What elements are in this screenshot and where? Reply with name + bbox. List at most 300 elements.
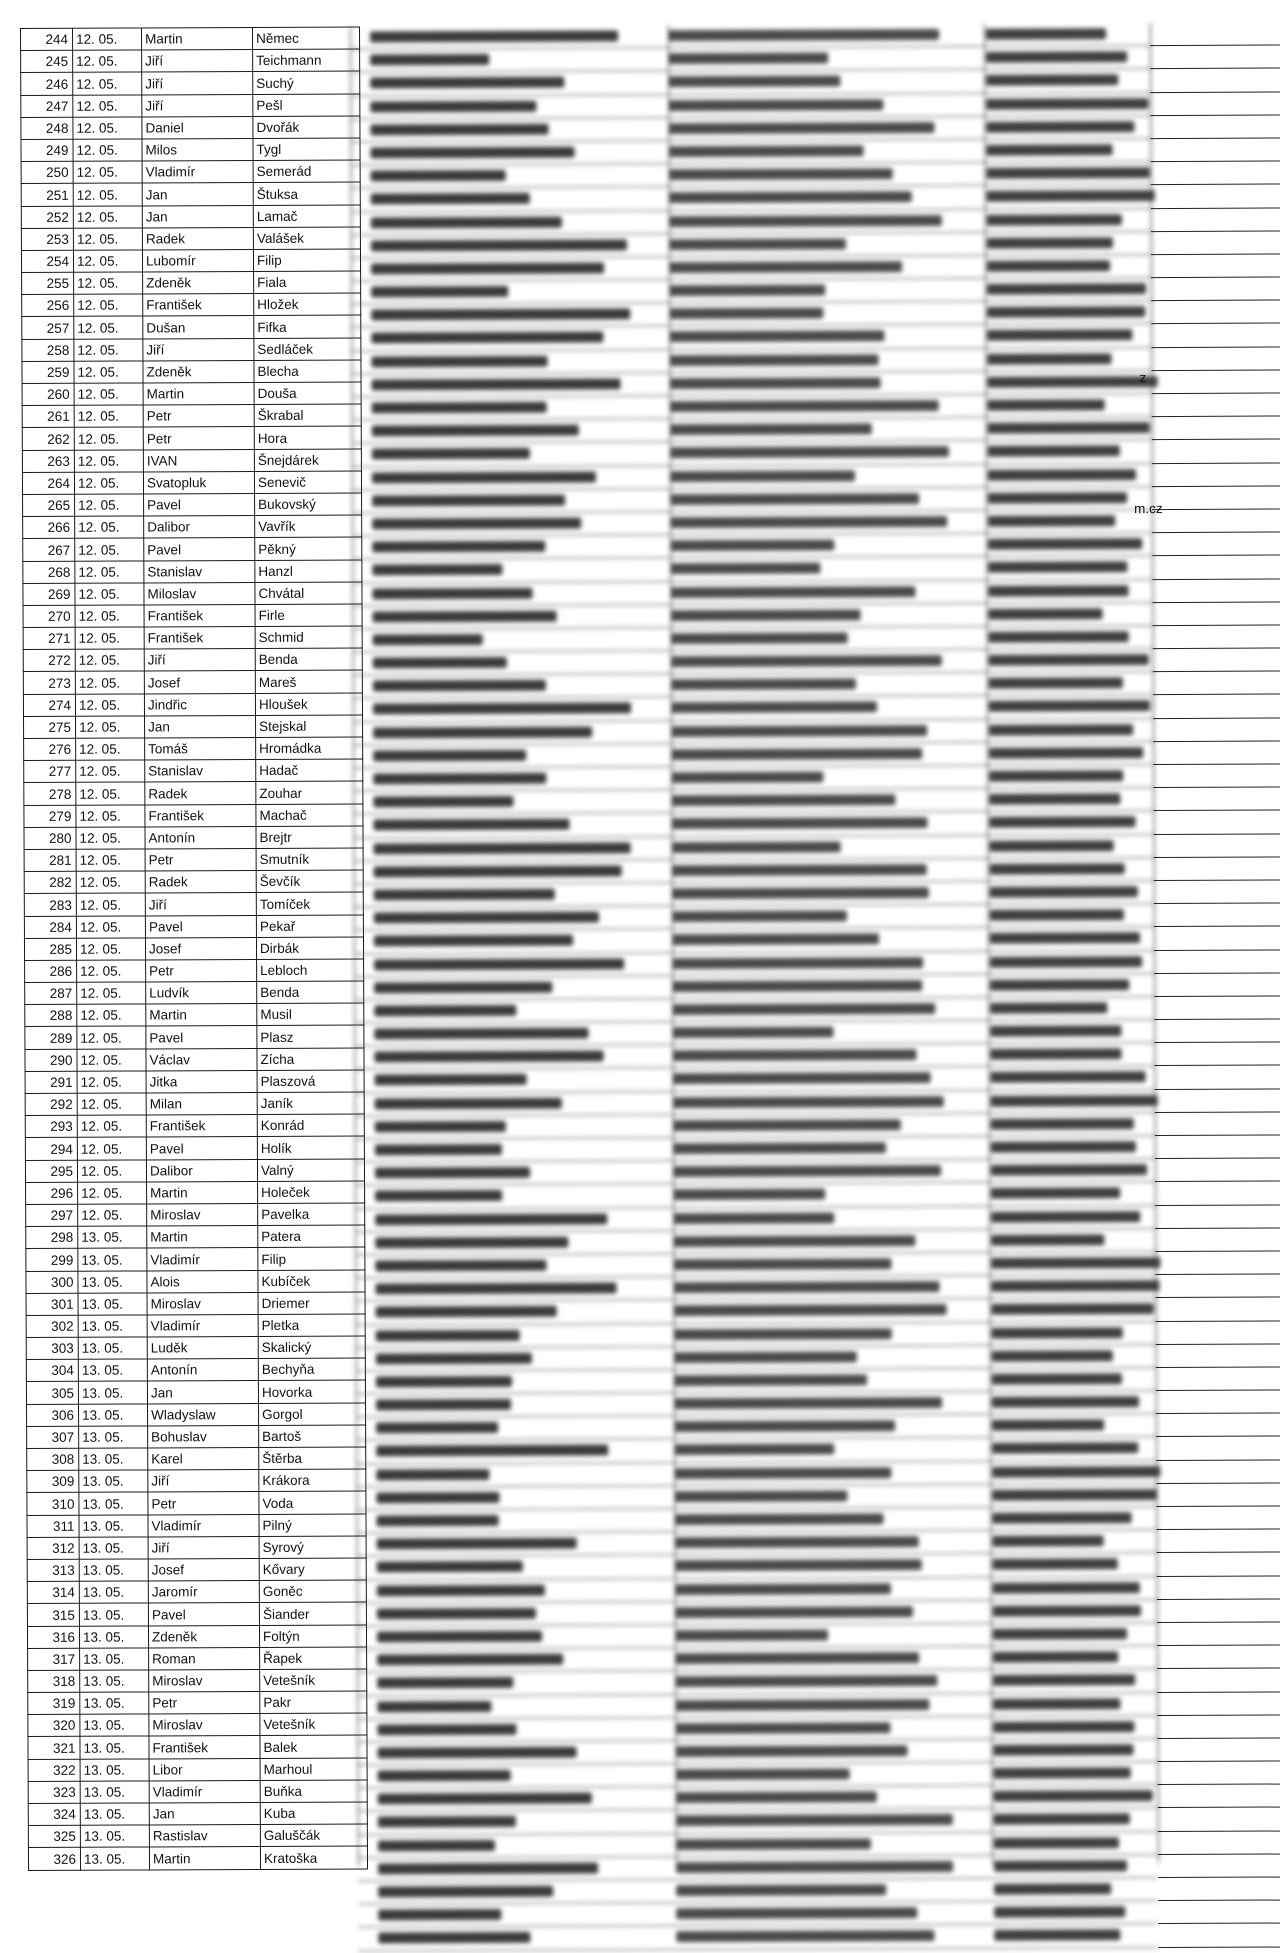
redacted-cell [675,1536,919,1548]
empty-cell [1157,1576,1280,1600]
redacted-cell [376,1376,512,1388]
row-number: 265 [23,494,75,516]
empty-cell [1152,533,1280,557]
redacted-row [350,93,1150,120]
redacted-cell [370,100,536,112]
redacted-cell [993,1744,1133,1756]
row-number: 272 [23,650,75,672]
first-name: Josef [145,937,256,960]
first-name: Jiří [148,1470,259,1493]
last-name: Goněc [259,1580,366,1603]
last-name: Brejtr [256,826,363,849]
last-name: Blecha [254,360,361,383]
redacted-cell [676,1930,934,1942]
row-number: 298 [26,1226,78,1248]
last-name: Dirbák [256,937,363,960]
row-number: 260 [22,383,74,405]
table-row [26,1336,365,1360]
row-date: 13. 05. [78,1293,147,1315]
redacted-cell [371,355,547,367]
redacted-cell [674,1420,895,1432]
row-date: 12. 05. [74,316,143,338]
redacted-cell [371,216,562,228]
redacted-cell [992,1489,1157,1501]
redacted-cell [373,726,592,738]
empty-cell [1154,1020,1280,1044]
last-name: Holeček [258,1181,365,1204]
row-number: 305 [26,1382,78,1404]
redacted-cell [989,654,1149,666]
row-number: 247 [21,95,73,117]
row-date: 12. 05. [73,139,142,161]
redacted-cell [374,865,622,877]
first-name: Tomáš [145,737,256,760]
redacted-row [353,696,1153,723]
redacted-cell [371,170,506,182]
row-date: 12. 05. [73,95,142,117]
first-name: Zdeněk [143,272,254,295]
redacted-cell [672,1003,935,1015]
redacted-cell [673,1281,939,1293]
redacted-cell [994,1837,1119,1849]
redacted-cell [373,657,507,669]
first-name: Petr [146,959,257,982]
row-date: 12. 05. [77,1137,146,1159]
redacted-cell [988,515,1115,527]
redacted-row [352,510,1152,537]
table-row [26,1358,365,1382]
row-number: 266 [23,516,75,538]
redacted-row [352,533,1152,560]
row-date: 12. 05. [76,938,145,960]
last-name: Foltýn [259,1625,366,1648]
redacted-row [353,765,1153,792]
redacted-cell [991,1280,1159,1292]
redacted-cell [986,98,1148,110]
redacted-cell [989,817,1135,829]
redacted-cell [989,770,1123,782]
redacted-cell [375,1121,506,1133]
redacted-cell [675,1559,922,1571]
row-number: 258 [22,339,74,361]
empty-cell [1154,927,1280,951]
first-name: Milan [146,1092,257,1115]
first-name: Jiří [142,94,253,117]
first-name: Dalibor [146,1159,257,1182]
row-date: 12. 05. [77,1026,146,1048]
last-name: Vavřík [255,515,362,538]
row-date: 12. 05. [75,494,144,516]
empty-cell [1151,278,1280,302]
row-date: 13. 05. [79,1581,148,1603]
last-name: Pakr [260,1691,367,1714]
redacted-cell [671,702,877,714]
row-date: 12. 05. [74,383,143,405]
empty-cell [1158,1924,1280,1948]
redacted-cell [990,909,1124,921]
redacted-cell [987,214,1122,226]
empty-cell [1158,1785,1280,1809]
redacted-cell [993,1698,1120,1710]
last-name: Semerád [253,160,360,183]
row-date: 12. 05. [78,1182,147,1204]
last-name: Chvátal [255,582,362,605]
first-name: Alois [147,1270,258,1293]
redacted-row [350,46,1150,73]
row-date: 12. 05. [74,405,143,427]
redacted-cell [989,701,1150,713]
redacted-cell [371,286,508,298]
redacted-columns [350,23,1158,1951]
redacted-cell [992,1303,1154,1315]
last-name: Bukovský [255,493,362,516]
first-name: Jiří [142,72,253,95]
row-number: 246 [21,73,73,95]
last-name: Hadač [256,759,363,782]
first-name: Roman [149,1647,260,1670]
empty-cell [1158,1831,1280,1855]
table-row [22,338,361,362]
table-row [21,138,360,162]
redacted-cell [373,819,569,831]
redacted-cell [674,1444,834,1456]
redacted-cell [994,1860,1127,1872]
redacted-cell [994,1790,1153,1802]
redacted-cell [373,680,546,692]
first-name: Petr [149,1692,260,1715]
table-row [22,426,361,450]
redacted-cell [668,122,934,134]
last-name: Pekař [256,915,363,938]
last-name: Dvořák [253,116,360,139]
first-name: Miroslav [147,1292,258,1315]
redacted-cell [993,1651,1118,1663]
redacted-cell [671,609,861,621]
last-name: Holík [257,1136,364,1159]
row-date: 13. 05. [80,1759,149,1781]
last-name: Hloušek [255,693,362,716]
table-row [25,1092,364,1116]
row-date: 12. 05. [75,649,144,671]
row-number: 256 [22,295,74,317]
row-number: 290 [25,1049,77,1071]
redacted-cell [374,958,624,970]
first-name: František [149,1736,260,1759]
table-row [23,582,362,606]
empty-cell [1153,672,1280,696]
row-number: 301 [26,1293,78,1315]
redacted-row [353,649,1153,676]
empty-cell [1152,509,1280,533]
first-name: Jitka [146,1070,257,1093]
redacted-cell [988,422,1150,434]
participants-table [20,27,368,1871]
empty-cell [1151,231,1280,255]
row-number: 273 [23,672,75,694]
table-row [23,537,362,561]
empty-cell [1150,69,1280,93]
redacted-cell [374,935,573,947]
redacted-cell [672,980,922,992]
row-number: 283 [24,894,76,916]
table-row [25,1136,364,1160]
first-name: Svatopluk [143,471,254,494]
table-row [28,1824,367,1848]
redacted-cell [675,1606,913,1618]
redacted-cell [372,564,502,576]
row-number: 281 [24,849,76,871]
row-number: 257 [22,317,74,339]
redacted-cell [676,1907,917,1919]
row-number: 285 [24,938,76,960]
redacted-cell [673,1189,825,1201]
first-name: Radek [145,871,256,894]
row-date: 12. 05. [77,1004,146,1026]
last-name: Plaszová [257,1070,364,1093]
redacted-row [351,255,1151,282]
row-date: 13. 05. [78,1270,147,1292]
empty-cell [1153,741,1280,765]
redacted-row [357,1553,1157,1580]
first-name: Josef [144,671,255,694]
first-name: Miroslav [147,1203,258,1226]
table-row [25,1114,364,1138]
empty-cell [1157,1669,1280,1693]
last-name: Konrád [257,1114,364,1137]
redacted-cell [373,610,557,622]
redacted-cell [987,190,1155,202]
table-row [28,1758,367,1782]
last-name: Zícha [257,1048,364,1071]
redacted-cell [375,1236,568,1248]
last-name: Voda [259,1491,366,1514]
table-row [24,759,363,783]
redacted-cell [987,283,1146,295]
first-name: IVAN [143,449,254,472]
last-name: Pěkný [255,537,362,560]
redacted-cell [673,1212,834,1224]
empty-cell [1151,301,1280,325]
redacted-cell [673,1258,891,1270]
last-name: Valášek [253,227,360,250]
redacted-cell [987,144,1113,156]
last-name: Janík [257,1092,364,1115]
redacted-cell [986,51,1127,63]
empty-cell [1153,695,1280,719]
redacted-cell [991,1234,1104,1245]
first-name: Jaromír [148,1581,259,1604]
empty-cell [1158,1877,1280,1901]
table-row [21,49,360,73]
table-row [25,959,364,983]
table-row [25,1070,364,1094]
first-name: Jan [142,205,253,228]
last-name: Fiala [254,271,361,294]
redacted-row [354,1020,1154,1047]
row-date: 12. 05. [78,1204,147,1226]
first-name: Martin [146,1004,257,1027]
table-row [26,1292,365,1316]
redacted-row [355,1159,1155,1186]
last-name: Hložek [254,293,361,316]
row-number: 286 [25,960,77,982]
empty-cell [1153,764,1280,788]
row-date: 12. 05. [76,871,145,893]
empty-cell [1151,254,1280,278]
empty-cell [1154,1043,1280,1067]
redacted-cell [675,1722,890,1734]
table-row [28,1691,367,1715]
row-number: 262 [22,428,74,450]
row-number: 313 [27,1559,79,1581]
table-row [26,1380,365,1404]
empty-cell [1157,1646,1280,1670]
row-number: 296 [26,1182,78,1204]
redacted-cell [673,1096,944,1108]
first-name: František [146,1115,257,1138]
redacted-cell [669,238,846,250]
row-date: 13. 05. [80,1648,149,1670]
redacted-row [351,301,1151,328]
empty-cell [1157,1599,1280,1623]
redacted-row [353,811,1153,838]
redacted-cell [988,561,1127,573]
table-row [22,271,361,295]
redacted-row [356,1437,1156,1464]
empty-cell [1156,1483,1280,1507]
row-number: 292 [25,1093,77,1115]
table-row [22,293,361,317]
redacted-cell [986,121,1134,133]
email-overflow-264: m.cz [1134,501,1163,517]
redacted-cell [668,76,840,88]
redacted-cell [377,1584,545,1596]
table-row [28,1669,367,1693]
redacted-cell [990,886,1138,898]
table-row [21,27,360,51]
redacted-cell [988,492,1127,504]
last-name: Řapek [260,1647,367,1670]
last-name: Tygl [253,138,360,161]
redacted-row [354,927,1154,954]
first-name: František [144,627,255,650]
row-date: 12. 05. [77,1071,146,1093]
redacted-cell [370,77,564,89]
first-name: Martin [147,1226,258,1249]
redacted-cell [669,214,942,226]
document-sheet [20,23,1163,1870]
first-name: Antonín [145,826,256,849]
row-date: 12. 05. [77,1093,146,1115]
redacted-cell [378,1909,501,1921]
redacted-cell [674,1397,942,1409]
redacted-cell [676,1861,953,1873]
last-name: Suchý [253,71,360,94]
first-name: Stanislav [144,560,255,583]
row-date: 12. 05. [74,472,143,494]
table-row [24,915,363,939]
redacted-cell [372,402,547,414]
table-row [27,1602,366,1626]
redacted-cell [990,1048,1121,1060]
redacted-cell [375,1097,562,1109]
redacted-cell [373,634,483,645]
empty-cell [1152,393,1280,417]
row-number: 295 [25,1160,77,1182]
first-name: Jiří [144,649,255,672]
last-name: Zouhar [256,781,363,804]
table-row [26,1225,365,1249]
redacted-cell [991,1095,1158,1107]
redacted-cell [669,191,912,203]
redacted-cell [986,28,1106,40]
redacted-row [358,1832,1158,1859]
empty-cell [1153,718,1280,742]
redacted-cell [376,1399,511,1411]
row-date: 13. 05. [79,1515,148,1537]
empty-cell [1150,115,1280,139]
redacted-cell [371,262,604,274]
table-row [22,360,361,384]
redacted-row [354,858,1154,885]
last-name: Mareš [255,670,362,693]
table-row [28,1802,367,1826]
table-row [27,1469,366,1493]
first-name: Jiří [142,50,253,73]
row-number: 267 [23,539,75,561]
row-number: 307 [27,1426,79,1448]
table-row [21,205,360,229]
redacted-cell [376,1306,557,1318]
redacted-cell [994,1906,1125,1918]
redacted-cell [989,724,1133,736]
row-date: 12. 05. [75,627,144,649]
first-name: Daniel [142,116,253,139]
row-number: 268 [23,561,75,583]
redacted-cell [992,1443,1138,1455]
row-number: 276 [24,738,76,760]
redacted-cell [371,193,530,205]
empty-cell [1156,1367,1280,1391]
last-name: Smutník [256,848,363,871]
redacted-cell [376,1329,520,1341]
redacted-cell [675,1629,828,1641]
empty-cell [1151,324,1280,348]
empty-cell [1152,417,1280,441]
redacted-row [358,1901,1158,1928]
row-number: 293 [25,1115,77,1137]
redacted-cell [371,239,627,251]
redacted-cell [370,30,618,42]
table-row [22,449,361,473]
last-name: Stejskal [256,715,363,738]
table-row [25,1159,364,1183]
last-name: Douša [254,382,361,405]
redacted-cell [676,1768,850,1780]
row-number: 287 [25,982,77,1004]
last-name: Fifka [254,315,361,338]
row-date: 13. 05. [79,1625,148,1647]
table-row [28,1780,367,1804]
empty-cell [1151,185,1280,209]
redacted-cell [987,237,1113,249]
table-row [22,382,361,406]
row-date: 13. 05. [79,1426,148,1448]
first-name: Jan [142,183,253,206]
redacted-row [351,209,1151,236]
row-number: 311 [27,1515,79,1537]
redacted-row [352,417,1152,444]
